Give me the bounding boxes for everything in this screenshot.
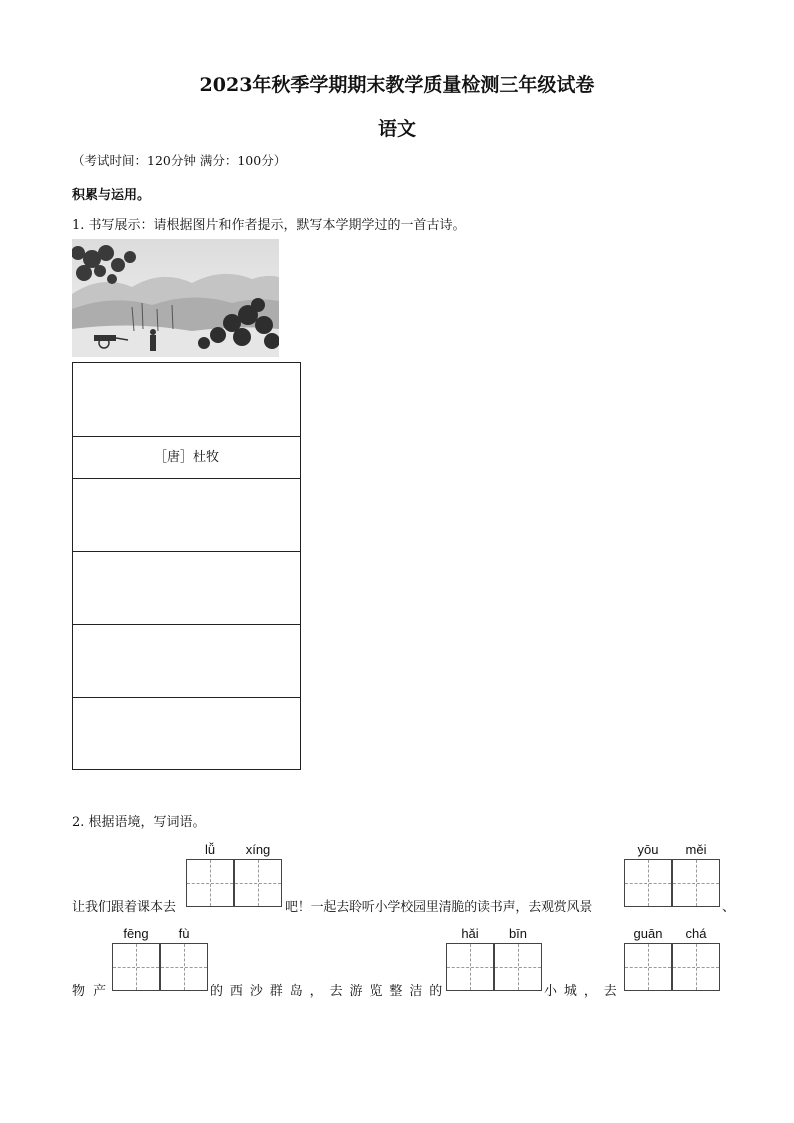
answer-box-mei[interactable] (672, 859, 720, 907)
poem-author: ［唐］杜牧 (73, 437, 300, 479)
section-heading: 积累与运用。 (72, 188, 151, 203)
sentence-line-2-c: 小 城 ， 去 (544, 984, 619, 999)
answer-box-fu[interactable] (160, 943, 208, 991)
sentence-line-2-b: 的 西 沙 群 岛 ， 去 游 览 整 洁 的 (210, 984, 444, 999)
pinyin-hai: hǎi (461, 926, 479, 941)
pinyin-bin: bīn (508, 926, 528, 941)
subject-title: 语文 (377, 118, 416, 140)
poem-title-line[interactable] (73, 363, 300, 437)
poem-line-2[interactable] (73, 552, 300, 625)
poem-line-4[interactable] (73, 698, 300, 769)
sentence-line-2-a: 物 产 (72, 984, 109, 999)
answer-box-guan[interactable] (624, 943, 672, 991)
answer-box-bin[interactable] (494, 943, 542, 991)
painting-svg (72, 239, 279, 357)
question-1-prompt: 1. 书写展示：请根据图片和作者提示，默写本学期学过的一首古诗。 (72, 218, 466, 233)
pinyin-fu: fù (178, 926, 190, 941)
question-2-prompt: 2. 根据语境，写词语。 (72, 815, 206, 830)
sentence-line-1-middle: 吧！一起去聆听小学校园里清脆的读书声，去观赏风景 (285, 900, 593, 915)
pinyin-guan: guān (633, 926, 663, 941)
answer-box-lv[interactable] (186, 859, 234, 907)
pinyin-you: yōu (637, 842, 659, 857)
pinyin-cha: chá (685, 926, 707, 941)
sentence-line-1-end: 、 (722, 900, 736, 915)
pinyin-feng: fēng (123, 926, 149, 941)
exam-info: （考试时间：120分钟 满分：100分） (72, 153, 287, 168)
answer-box-xing[interactable] (234, 859, 282, 907)
answer-box-hai[interactable] (446, 943, 494, 991)
sentence-line-1-start: 让我们跟着课本去 (72, 900, 177, 915)
exam-title: 2023年秋季学期期末教学质量检测三年级试卷 (199, 74, 595, 96)
ink-landscape-painting (72, 239, 279, 357)
answer-box-you[interactable] (624, 859, 672, 907)
pinyin-lv: lǚ (204, 842, 216, 857)
answer-box-cha[interactable] (672, 943, 720, 991)
answer-box-feng[interactable] (112, 943, 160, 991)
poem-answer-table (72, 362, 301, 770)
pinyin-xing: xíng (245, 842, 271, 857)
poem-line-1[interactable] (73, 479, 300, 552)
poem-line-3[interactable] (73, 625, 300, 698)
pinyin-mei: měi (685, 842, 707, 857)
